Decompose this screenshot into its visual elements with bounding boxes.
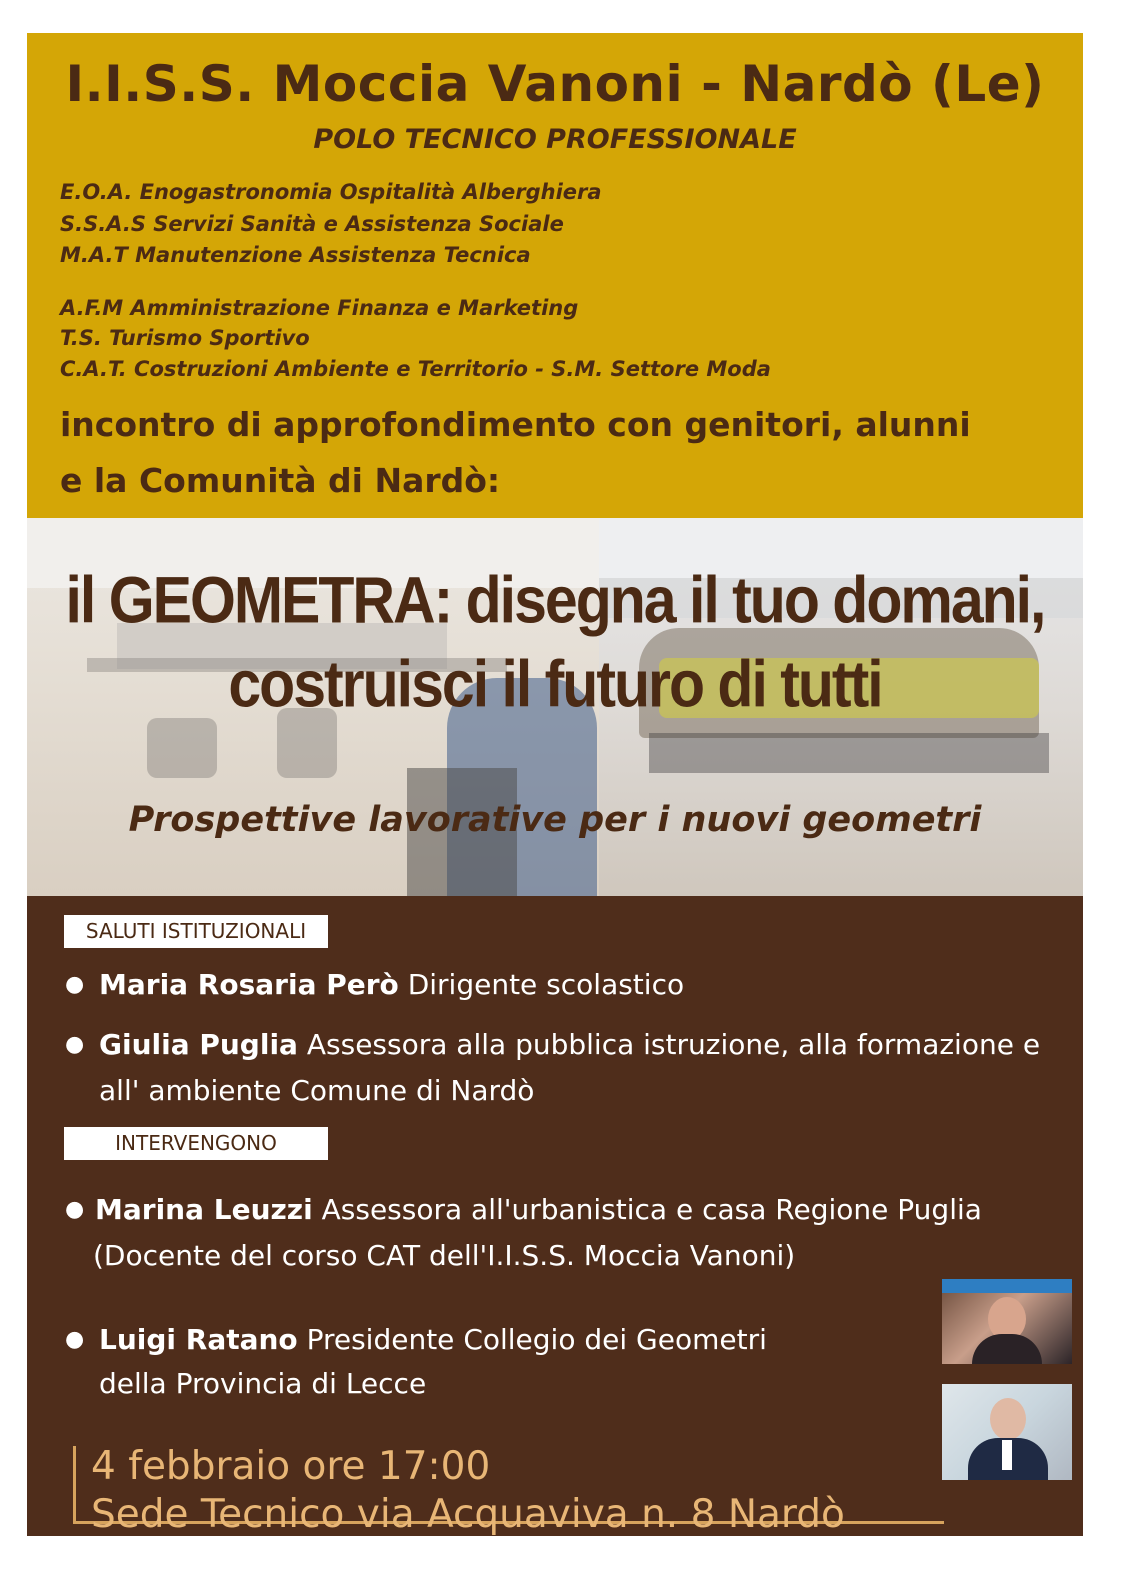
bullet-icon: ● xyxy=(65,1197,85,1222)
intro-line: incontro di approfondimento con genitori, alunni xyxy=(60,405,971,444)
greetings-label: SALUTI ISTITUZIONALI xyxy=(64,915,328,948)
course-line: C.A.T. Costruzioni Ambiente e Territorio - S.M. Settore Moda xyxy=(60,357,771,381)
header-section xyxy=(27,33,1083,518)
program-section xyxy=(27,896,1083,1536)
speaker-photo xyxy=(942,1279,1072,1364)
headline-subtitle: Prospettive lavorative per i nuovi geometri xyxy=(128,800,982,840)
event-venue: Sede Tecnico via Acquaviva n. 8 Nardò xyxy=(91,1492,845,1537)
event-date: 4 febbraio ore 17:00 xyxy=(91,1444,491,1489)
talks-label: INTERVENGONO xyxy=(64,1127,328,1160)
headline: costruisci il futuro di tutti xyxy=(228,647,882,721)
speaker-name: Giulia Puglia xyxy=(99,1028,298,1061)
course-line: S.S.A.S Servizi Sanità e Assistenza Sociale xyxy=(60,212,564,236)
bullet-icon: ● xyxy=(65,972,85,997)
speaker-role: Assessora alla pubblica istruzione, alla formazione e xyxy=(306,1028,1041,1061)
speaker-name: Luigi Ratano xyxy=(99,1323,298,1356)
course-line: A.F.M Amministrazione Finanza e Marketing xyxy=(60,296,579,320)
speaker-line xyxy=(95,1187,982,1233)
speaker-role: Dirigente scolastico xyxy=(407,968,685,1001)
headline: il GEOMETRA: disegna il tuo domani, xyxy=(65,563,1045,637)
speaker-line xyxy=(99,1022,1040,1068)
speaker-line xyxy=(99,962,684,1008)
speaker-role-cont: (Docente del corso CAT dell'I.I.S.S. Moccia Vanoni) xyxy=(93,1239,796,1272)
speaker-role: Presidente Collegio dei Geometri xyxy=(306,1323,767,1356)
school-subtitle: POLO TECNICO PROFESSIONALE xyxy=(313,124,797,155)
school-name: I.I.S.S. Moccia Vanoni - Nardò (Le) xyxy=(65,55,1045,113)
speaker-role: Assessora all'urbanistica e casa Regione Puglia xyxy=(321,1193,982,1226)
speaker-name: Maria Rosaria Però xyxy=(99,968,399,1001)
event-poster xyxy=(27,33,1083,1536)
course-line: T.S. Turismo Sportivo xyxy=(60,326,310,350)
speaker-photo xyxy=(942,1384,1072,1480)
photo-banner xyxy=(27,518,1083,896)
course-line: E.O.A. Enogastronomia Ospitalità Alberghiera xyxy=(60,180,602,204)
intro-line: e la Comunità di Nardò: xyxy=(60,461,501,500)
speaker-role-cont: della Provincia di Lecce xyxy=(99,1367,427,1400)
bullet-icon: ● xyxy=(65,1032,85,1057)
speaker-line xyxy=(99,1317,767,1363)
speaker-name: Marina Leuzzi xyxy=(95,1193,313,1226)
speaker-role-cont: all' ambiente Comune di Nardò xyxy=(99,1074,535,1107)
bullet-icon: ● xyxy=(65,1327,85,1352)
course-line: M.A.T Manutenzione Assistenza Tecnica xyxy=(60,243,531,267)
